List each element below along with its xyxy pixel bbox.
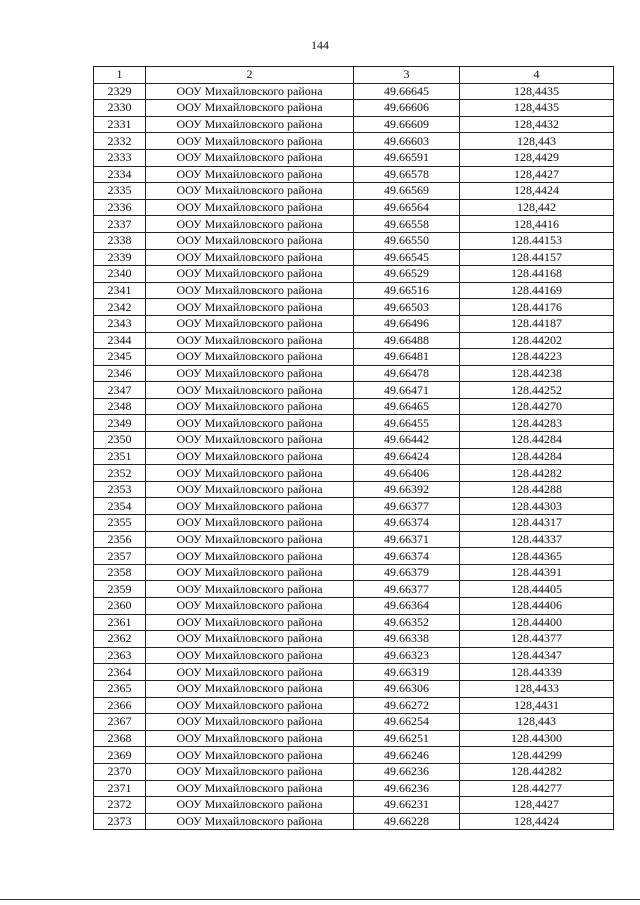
row-number-cell: 2355: [94, 515, 146, 532]
row-number-cell: 2365: [94, 680, 146, 697]
organization-cell: ООУ Михайловского района: [146, 266, 354, 283]
organization-cell: ООУ Михайловского района: [146, 448, 354, 465]
table-row: [94, 498, 614, 515]
row-number-cell: 2361: [94, 614, 146, 631]
table-row: [94, 183, 614, 200]
table-row: [94, 813, 614, 830]
organization-cell: ООУ Михайловского района: [146, 714, 354, 731]
row-number-cell: 2330: [94, 100, 146, 117]
table-row: [94, 797, 614, 814]
row-number-cell: 2346: [94, 365, 146, 382]
table-row: [94, 249, 614, 266]
organization-cell: ООУ Михайловского района: [146, 398, 354, 415]
longitude-cell: 128.44365: [460, 548, 614, 565]
longitude-cell: 128.44157: [460, 249, 614, 266]
row-number-cell: 2348: [94, 398, 146, 415]
table-row: [94, 116, 614, 133]
row-number-cell: 2351: [94, 448, 146, 465]
row-number-cell: 2347: [94, 382, 146, 399]
organization-cell: ООУ Михайловского района: [146, 598, 354, 615]
table-row: [94, 83, 614, 100]
latitude-cell: 49.66609: [354, 116, 460, 133]
organization-cell: ООУ Михайловского района: [146, 680, 354, 697]
latitude-cell: 49.66231: [354, 797, 460, 814]
organization-cell: ООУ Михайловского района: [146, 282, 354, 299]
row-number-cell: 2352: [94, 465, 146, 482]
table-row: [94, 697, 614, 714]
table-row: [94, 133, 614, 150]
table-row: [94, 614, 614, 631]
organization-cell: ООУ Михайловского района: [146, 299, 354, 316]
row-number-cell: 2353: [94, 481, 146, 498]
latitude-cell: 49.66481: [354, 349, 460, 366]
longitude-cell: 128,4432: [460, 116, 614, 133]
row-number-cell: 2367: [94, 714, 146, 731]
row-number-cell: 2331: [94, 116, 146, 133]
longitude-cell: 128,443: [460, 714, 614, 731]
latitude-cell: 49.66442: [354, 432, 460, 449]
table-body: [94, 83, 614, 830]
organization-cell: ООУ Михайловского района: [146, 581, 354, 598]
table-row: [94, 647, 614, 664]
latitude-cell: 49.66392: [354, 481, 460, 498]
organization-cell: ООУ Михайловского района: [146, 664, 354, 681]
organization-cell: ООУ Михайловского района: [146, 133, 354, 150]
longitude-cell: 128.44187: [460, 315, 614, 332]
longitude-cell: 128.44223: [460, 349, 614, 366]
header-col-4: 4: [460, 67, 614, 84]
organization-cell: ООУ Михайловского района: [146, 432, 354, 449]
organization-cell: ООУ Михайловского района: [146, 780, 354, 797]
table-row: [94, 382, 614, 399]
latitude-cell: 49.66236: [354, 763, 460, 780]
table-row: [94, 315, 614, 332]
table-row: [94, 747, 614, 764]
longitude-cell: 128.44283: [460, 415, 614, 432]
row-number-cell: 2329: [94, 83, 146, 100]
organization-cell: ООУ Михайловского района: [146, 232, 354, 249]
table-row: [94, 266, 614, 283]
latitude-cell: 49.66558: [354, 216, 460, 233]
row-number-cell: 2363: [94, 647, 146, 664]
latitude-cell: 49.66424: [354, 448, 460, 465]
organization-cell: ООУ Михайловского района: [146, 465, 354, 482]
longitude-cell: 128.44282: [460, 465, 614, 482]
organization-cell: ООУ Михайловского района: [146, 149, 354, 166]
table-row: [94, 531, 614, 548]
longitude-cell: 128,4427: [460, 797, 614, 814]
table-row: [94, 598, 614, 615]
row-number-cell: 2341: [94, 282, 146, 299]
latitude-cell: 49.66272: [354, 697, 460, 714]
row-number-cell: 2364: [94, 664, 146, 681]
row-number-cell: 2359: [94, 581, 146, 598]
organization-cell: ООУ Михайловского района: [146, 548, 354, 565]
table-row: [94, 365, 614, 382]
header-col-3: 3: [354, 67, 460, 84]
table-row: [94, 465, 614, 482]
row-number-cell: 2345: [94, 349, 146, 366]
organization-cell: ООУ Михайловского района: [146, 647, 354, 664]
organization-cell: ООУ Михайловского района: [146, 564, 354, 581]
organization-cell: ООУ Михайловского района: [146, 481, 354, 498]
table-row: [94, 432, 614, 449]
row-number-cell: 2372: [94, 797, 146, 814]
table-row: [94, 299, 614, 316]
latitude-cell: 49.66496: [354, 315, 460, 332]
latitude-cell: 49.66503: [354, 299, 460, 316]
organization-cell: ООУ Михайловского района: [146, 382, 354, 399]
longitude-cell: 128.44377: [460, 631, 614, 648]
row-number-cell: 2369: [94, 747, 146, 764]
longitude-cell: 128.44176: [460, 299, 614, 316]
latitude-cell: 49.66323: [354, 647, 460, 664]
latitude-cell: 49.66246: [354, 747, 460, 764]
longitude-cell: 128.44168: [460, 266, 614, 283]
table-header-row: [94, 67, 614, 84]
page-number: 144: [311, 38, 329, 52]
latitude-cell: 49.66251: [354, 730, 460, 747]
table-row: [94, 398, 614, 415]
latitude-cell: 49.66371: [354, 531, 460, 548]
latitude-cell: 49.66529: [354, 266, 460, 283]
row-number-cell: 2334: [94, 166, 146, 183]
organization-cell: ООУ Михайловского района: [146, 498, 354, 515]
organization-cell: ООУ Михайловского района: [146, 614, 354, 631]
longitude-cell: 128,4424: [460, 813, 614, 830]
row-number-cell: 2349: [94, 415, 146, 432]
row-number-cell: 2360: [94, 598, 146, 615]
latitude-cell: 49.66465: [354, 398, 460, 415]
organization-cell: ООУ Михайловского района: [146, 515, 354, 532]
organization-cell: ООУ Михайловского района: [146, 763, 354, 780]
row-number-cell: 2354: [94, 498, 146, 515]
longitude-cell: 128.44303: [460, 498, 614, 515]
row-number-cell: 2333: [94, 149, 146, 166]
latitude-cell: 49.66564: [354, 199, 460, 216]
organization-cell: ООУ Михайловского района: [146, 747, 354, 764]
latitude-cell: 49.66488: [354, 332, 460, 349]
longitude-cell: 128,4433: [460, 680, 614, 697]
row-number-cell: 2370: [94, 763, 146, 780]
header-col-1: 1: [94, 67, 146, 84]
organization-cell: ООУ Михайловского района: [146, 332, 354, 349]
table-row: [94, 166, 614, 183]
coordinates-table: [93, 66, 614, 830]
table-row: [94, 448, 614, 465]
longitude-cell: 128,4431: [460, 697, 614, 714]
row-number-cell: 2366: [94, 697, 146, 714]
longitude-cell: 128.44317: [460, 515, 614, 532]
latitude-cell: 49.66550: [354, 232, 460, 249]
organization-cell: ООУ Михайловского района: [146, 83, 354, 100]
organization-cell: ООУ Михайловского района: [146, 365, 354, 382]
latitude-cell: 49.66306: [354, 680, 460, 697]
row-number-cell: 2362: [94, 631, 146, 648]
row-number-cell: 2368: [94, 730, 146, 747]
table-row: [94, 763, 614, 780]
table-row: [94, 349, 614, 366]
organization-cell: ООУ Михайловского района: [146, 730, 354, 747]
longitude-cell: 128,443: [460, 133, 614, 150]
organization-cell: ООУ Михайловского района: [146, 199, 354, 216]
table-row: [94, 664, 614, 681]
longitude-cell: 128.44202: [460, 332, 614, 349]
organization-cell: ООУ Михайловского района: [146, 531, 354, 548]
organization-cell: ООУ Михайловского района: [146, 315, 354, 332]
longitude-cell: 128,4427: [460, 166, 614, 183]
longitude-cell: 128.44270: [460, 398, 614, 415]
row-number-cell: 2350: [94, 432, 146, 449]
organization-cell: ООУ Михайловского района: [146, 631, 354, 648]
row-number-cell: 2340: [94, 266, 146, 283]
organization-cell: ООУ Михайловского района: [146, 797, 354, 814]
row-number-cell: 2373: [94, 813, 146, 830]
row-number-cell: 2343: [94, 315, 146, 332]
row-number-cell: 2337: [94, 216, 146, 233]
longitude-cell: 128.44252: [460, 382, 614, 399]
table-row: [94, 332, 614, 349]
table-row: [94, 216, 614, 233]
latitude-cell: 49.66319: [354, 664, 460, 681]
longitude-cell: 128.44405: [460, 581, 614, 598]
longitude-cell: 128.44277: [460, 780, 614, 797]
latitude-cell: 49.66228: [354, 813, 460, 830]
latitude-cell: 49.66516: [354, 282, 460, 299]
table-row: [94, 631, 614, 648]
longitude-cell: 128.44400: [460, 614, 614, 631]
table-row: [94, 481, 614, 498]
table-row: [94, 564, 614, 581]
table-row: [94, 515, 614, 532]
organization-cell: ООУ Михайловского района: [146, 100, 354, 117]
longitude-cell: 128,442: [460, 199, 614, 216]
row-number-cell: 2338: [94, 232, 146, 249]
row-number-cell: 2336: [94, 199, 146, 216]
latitude-cell: 49.66545: [354, 249, 460, 266]
latitude-cell: 49.66379: [354, 564, 460, 581]
longitude-cell: 128,4429: [460, 149, 614, 166]
longitude-cell: 128.44153: [460, 232, 614, 249]
longitude-cell: 128,4416: [460, 216, 614, 233]
latitude-cell: 49.66364: [354, 598, 460, 615]
organization-cell: ООУ Михайловского района: [146, 183, 354, 200]
latitude-cell: 49.66591: [354, 149, 460, 166]
longitude-cell: 128.44282: [460, 763, 614, 780]
latitude-cell: 49.66606: [354, 100, 460, 117]
longitude-cell: 128.44406: [460, 598, 614, 615]
longitude-cell: 128.44337: [460, 531, 614, 548]
longitude-cell: 128.44300: [460, 730, 614, 747]
table-row: [94, 199, 614, 216]
table-row: [94, 730, 614, 747]
table-row: [94, 415, 614, 432]
row-number-cell: 2356: [94, 531, 146, 548]
latitude-cell: 49.66478: [354, 365, 460, 382]
bottom-divider: [0, 899, 640, 900]
latitude-cell: 49.66406: [354, 465, 460, 482]
longitude-cell: 128.44284: [460, 448, 614, 465]
table-row: [94, 581, 614, 598]
row-number-cell: 2358: [94, 564, 146, 581]
organization-cell: ООУ Михайловского района: [146, 116, 354, 133]
latitude-cell: 49.66254: [354, 714, 460, 731]
organization-cell: ООУ Михайловского района: [146, 813, 354, 830]
latitude-cell: 49.66352: [354, 614, 460, 631]
latitude-cell: 49.66569: [354, 183, 460, 200]
longitude-cell: 128.44238: [460, 365, 614, 382]
organization-cell: ООУ Михайловского района: [146, 349, 354, 366]
longitude-cell: 128,4435: [460, 100, 614, 117]
latitude-cell: 49.66374: [354, 515, 460, 532]
longitude-cell: 128.44299: [460, 747, 614, 764]
latitude-cell: 49.66455: [354, 415, 460, 432]
latitude-cell: 49.66338: [354, 631, 460, 648]
organization-cell: ООУ Михайловского района: [146, 216, 354, 233]
longitude-cell: 128,4424: [460, 183, 614, 200]
row-number-cell: 2371: [94, 780, 146, 797]
row-number-cell: 2357: [94, 548, 146, 565]
latitude-cell: 49.66645: [354, 83, 460, 100]
row-number-cell: 2344: [94, 332, 146, 349]
table-row: [94, 780, 614, 797]
latitude-cell: 49.66377: [354, 498, 460, 515]
organization-cell: ООУ Михайловского района: [146, 166, 354, 183]
table-row: [94, 149, 614, 166]
organization-cell: ООУ Михайловского района: [146, 415, 354, 432]
row-number-cell: 2342: [94, 299, 146, 316]
table-row: [94, 714, 614, 731]
table-row: [94, 232, 614, 249]
table-row: [94, 680, 614, 697]
latitude-cell: 49.66578: [354, 166, 460, 183]
longitude-cell: 128.44169: [460, 282, 614, 299]
row-number-cell: 2335: [94, 183, 146, 200]
latitude-cell: 49.66374: [354, 548, 460, 565]
longitude-cell: 128,4435: [460, 83, 614, 100]
row-number-cell: 2332: [94, 133, 146, 150]
organization-cell: ООУ Михайловского района: [146, 249, 354, 266]
latitude-cell: 49.66377: [354, 581, 460, 598]
longitude-cell: 128.44339: [460, 664, 614, 681]
row-number-cell: 2339: [94, 249, 146, 266]
longitude-cell: 128.44284: [460, 432, 614, 449]
latitude-cell: 49.66603: [354, 133, 460, 150]
table-row: [94, 548, 614, 565]
longitude-cell: 128.44391: [460, 564, 614, 581]
latitude-cell: 49.66471: [354, 382, 460, 399]
header-col-2: 2: [146, 67, 354, 84]
organization-cell: ООУ Михайловского района: [146, 697, 354, 714]
table-row: [94, 282, 614, 299]
longitude-cell: 128.44347: [460, 647, 614, 664]
latitude-cell: 49.66236: [354, 780, 460, 797]
longitude-cell: 128.44288: [460, 481, 614, 498]
table-row: [94, 100, 614, 117]
